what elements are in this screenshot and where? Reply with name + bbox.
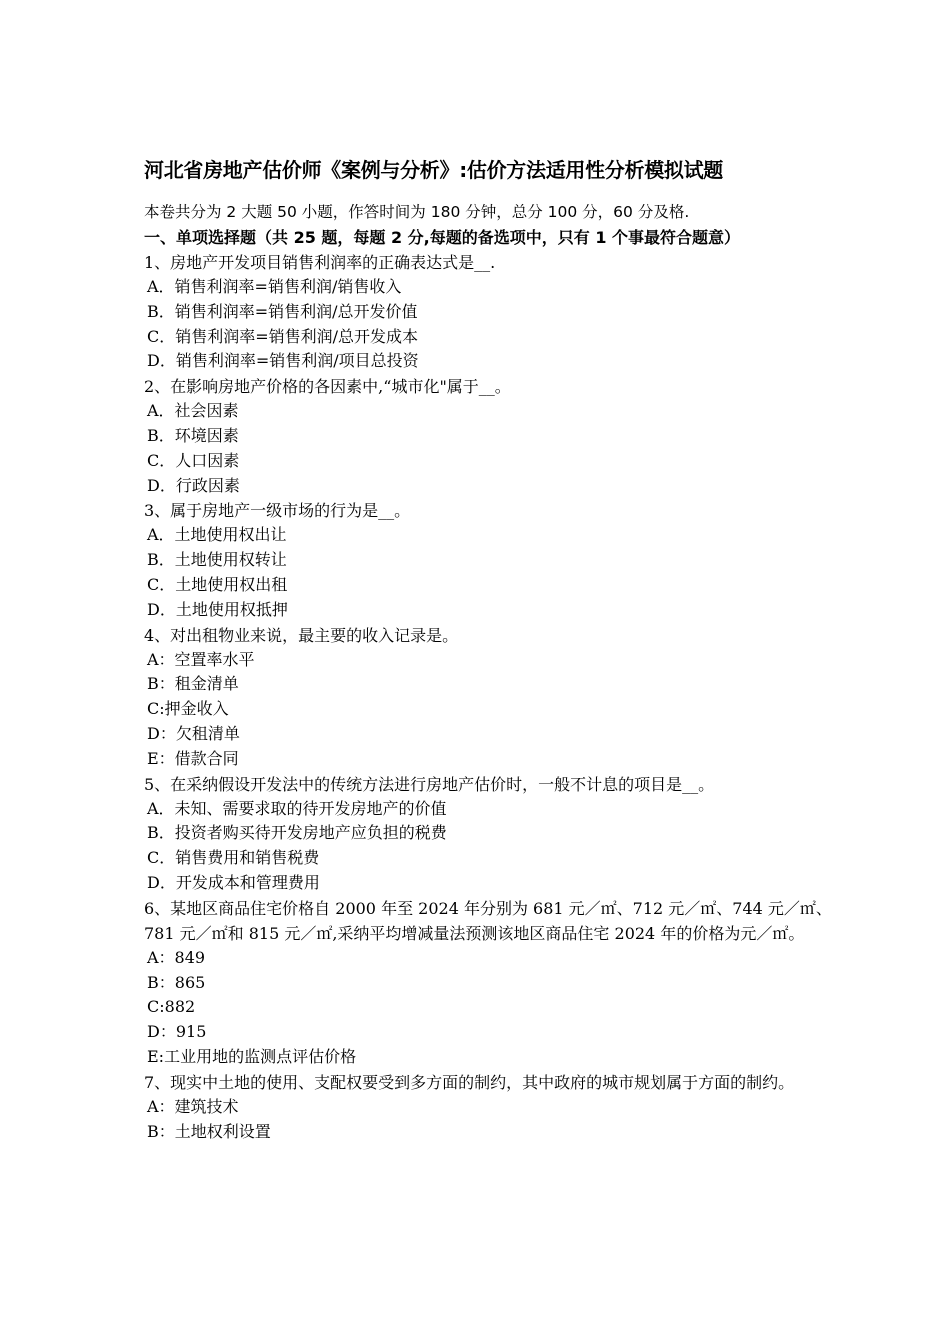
question-1 (144, 250, 834, 374)
question-3 (144, 498, 834, 622)
question-7 (144, 1070, 834, 1145)
question-stem: 7、现实中土地的使用、支配权要受到多方面的制约，其中政府的城市规划属于方面的制约。 (144, 1072, 795, 1092)
option-a: A．未知、需要求取的待开发房地产的价值 (147, 798, 447, 818)
option-b: B．投资者购买待开发房地产应负担的税费 (147, 823, 447, 843)
section-heading: 一、单项选择题（共 25 题，每题 2 分,每题的备选项中，只有 1 个事最符合题意） (144, 228, 741, 247)
option-d: D：915 (147, 1022, 207, 1042)
option-b: B．环境因素 (147, 425, 239, 445)
option-b: B：土地权利设置 (147, 1121, 271, 1141)
question-stem: 1、房地产开发项目销售利润率的正确表达式是__. (144, 253, 496, 272)
option-d: D．行政因素 (147, 475, 240, 495)
option-a: A：建筑技术 (147, 1096, 239, 1116)
option-a: A：849 (147, 947, 206, 967)
option-b: B：865 (147, 972, 206, 992)
option-d: D：欠租清单 (147, 723, 240, 743)
option-b: B：租金清单 (147, 674, 239, 694)
option-c: C．土地使用权出租 (147, 574, 288, 594)
option-d: D．开发成本和管理费用 (147, 872, 320, 892)
option-c: C．销售利润率=销售利润/总开发成本 (147, 326, 419, 346)
option-e: E：借款合同 (147, 748, 239, 768)
question-stem: 6、某地区商品住宅价格自 2000 年至 2024 年分别为 681 元／㎡、712 元／㎡、744 元／㎡、781 元／㎡和 815 元／㎡,采纳平均增减量法预测该地区商品住宅 2024 年的价格为元／㎡。 (144, 898, 832, 943)
option-b: B．土地使用权转让 (147, 550, 287, 570)
option-a: A．销售利润率=销售利润/销售收入 (147, 277, 402, 296)
question-2 (144, 374, 834, 498)
question-4 (144, 623, 834, 772)
option-a: A．社会因素 (147, 401, 239, 421)
option-b: B．销售利润率=销售利润/总开发价值 (147, 301, 418, 321)
option-c: C:押金收入 (147, 699, 229, 719)
option-d: D．土地使用权抵押 (147, 599, 288, 619)
option-e: E:工业用地的监测点评估价格 (147, 1046, 357, 1066)
document-page (144, 150, 834, 1144)
option-c: C．销售费用和销售税费 (147, 848, 320, 868)
option-c: C:882 (147, 997, 196, 1017)
document-title: 河北省房地产估价师《案例与分析》:估价方法适用性分析模拟试题 (144, 158, 723, 182)
option-d: D．销售利润率=销售利润/项目总投资 (147, 351, 419, 371)
question-6 (144, 896, 834, 1070)
option-a: A．土地使用权出让 (147, 525, 287, 545)
question-stem: 3、属于房地产一级市场的行为是__。 (144, 501, 411, 521)
question-stem: 2、在影响房地产价格的各因素中,“城市化"属于__。 (144, 377, 511, 397)
question-stem: 4、对出租物业来说，最主要的收入记录是。 (144, 625, 459, 645)
option-a: A：空置率水平 (147, 649, 255, 669)
question-5 (144, 772, 834, 896)
exam-intro: 本卷共分为 2 大题 50 小题，作答时间为 180 分钟，总分 100 分，60 分及格. (144, 203, 690, 221)
option-c: C．人口因素 (147, 450, 240, 470)
question-stem: 5、在采纳假设开发法中的传统方法进行房地产估价时，一般不计息的项目是__。 (144, 774, 715, 794)
